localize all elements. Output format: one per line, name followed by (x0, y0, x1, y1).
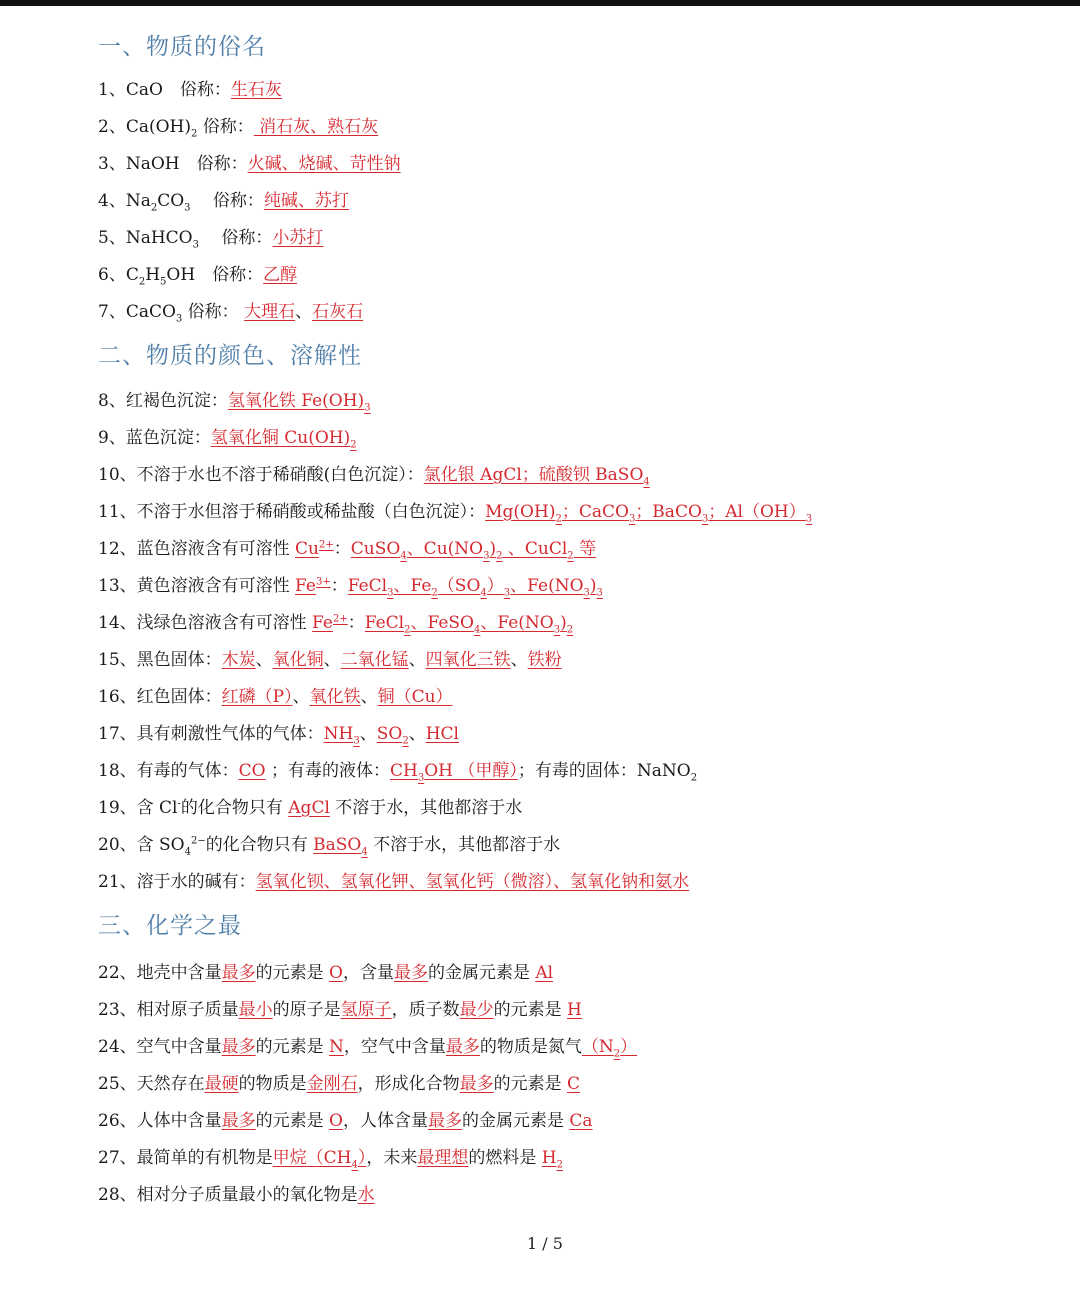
item-text: 20、含 SO (98, 835, 185, 855)
item-text: 的燃料是 (468, 1148, 542, 1168)
item-text: ，含量 (342, 963, 394, 983)
answer-text: 3 (417, 772, 425, 784)
answer-text: 3 (387, 587, 394, 599)
answer-text: 4 (361, 846, 368, 858)
item-text: 、 (323, 650, 341, 670)
list-item (98, 955, 1058, 992)
answer-text: 3 (596, 587, 603, 599)
item-text: 2 (138, 276, 146, 288)
item-text: 22、地壳中含量 (98, 963, 222, 983)
item-text: 13、黄色溶液含有可溶性 (98, 576, 296, 596)
answer-text: 生石灰 (230, 80, 282, 100)
answer-text: 等 (573, 539, 597, 559)
list-item (98, 1029, 1058, 1066)
list-item (98, 827, 1058, 864)
answer-text: CuSO (350, 539, 401, 559)
answer-text: 红磷（P） (221, 687, 293, 707)
answer-text: 3 (553, 624, 561, 636)
answer-text: N (329, 1037, 344, 1057)
answer-text: NH (323, 724, 354, 744)
answer-text: 4 (351, 1159, 358, 1171)
item-text: 17、具有刺激性气体的气体： (98, 724, 324, 744)
item-text: 2 (191, 128, 198, 140)
answer-text: 3 (503, 587, 511, 599)
item-text: 、 (295, 302, 313, 322)
list-item (98, 183, 1058, 220)
item-text: 11、不溶于水但溶于稀硝酸或稀盐酸（白色沉淀）： (98, 502, 486, 522)
answer-text: 2+ (332, 613, 348, 625)
document-page (98, 22, 1058, 1214)
list-item (98, 864, 1058, 901)
list-item (98, 790, 1058, 827)
answer-text: 最多 (221, 1111, 256, 1131)
item-text: 8、红褐色沉淀： (98, 391, 228, 411)
list-item (98, 531, 1058, 568)
list-item (98, 992, 1058, 1029)
item-text: 21、溶于水的碱有： (98, 872, 256, 892)
list-item (98, 1066, 1058, 1103)
section-heading-chemistry-superlatives: 三、化学之最 (98, 913, 242, 939)
page-number: 1 / 5 (527, 1234, 563, 1253)
item-text: 的化合物只有 (205, 835, 314, 855)
answer-text: 二氧化锰 (340, 650, 409, 670)
answer-text: FeCl (364, 613, 405, 633)
item-text: 的金属元素是 (427, 963, 536, 983)
item-text: 2、Ca(OH) (98, 117, 191, 137)
section-heading-common-names: 一、物质的俗名 (98, 34, 266, 60)
answer-text: ） (620, 1037, 638, 1057)
item-text: H (145, 265, 161, 285)
item-text: 1、CaO 俗称： (98, 80, 231, 100)
answer-text: Fe (312, 613, 333, 633)
top-border (0, 0, 1080, 6)
answer-text: Al (535, 963, 554, 983)
answer-text: ) (560, 613, 567, 633)
answer-text: AgCl (288, 798, 330, 818)
answer-text: 4 (400, 550, 407, 562)
answer-text: 2 (567, 550, 574, 562)
answer-text: 最多 (221, 963, 256, 983)
answer-text: ；BaCO (635, 502, 702, 522)
answer-text: 3 (701, 513, 709, 525)
answer-text: 3 (364, 402, 371, 414)
answer-text: 2 (566, 624, 574, 636)
list-item (98, 294, 1058, 331)
item-text: 、 (360, 687, 378, 707)
answer-text: 3 (353, 735, 360, 747)
answer-text: 、FeSO (410, 613, 474, 633)
answer-text: 铁粉 (527, 650, 562, 670)
item-text: 俗称： (198, 228, 273, 248)
item-text: 5 (160, 276, 167, 288)
item-text: 的化合物只有 (180, 798, 289, 818)
item-text: 12、蓝色溶液含有可溶性 (98, 539, 296, 559)
item-text: 的元素是 (255, 1111, 330, 1131)
answer-text: H (541, 1148, 557, 1168)
list-item (98, 642, 1058, 679)
item-text: ，人体含量 (342, 1111, 428, 1131)
item-text: ： (330, 576, 348, 596)
item-text: 28、相对分子质量最小的氧化物是 (98, 1185, 358, 1205)
answer-text: 氢氧化钡、氢氧化钾、氢氧化钙（微溶）、氢氧化钠和氨水 (255, 872, 690, 892)
list-item (98, 1103, 1058, 1140)
answer-text: ；Al（OH） (708, 502, 806, 522)
answer-text: 3 (628, 513, 636, 525)
answer-text: O (329, 963, 343, 983)
answer-text: 水 (357, 1185, 375, 1205)
list-item (98, 1140, 1058, 1177)
item-text: ，空气中含量 (343, 1037, 446, 1057)
list-item (98, 72, 1058, 109)
item-text: OH 俗称： (166, 265, 264, 285)
answer-text: 氧化铜 (272, 650, 324, 670)
item-text: 24、空气中含量 (98, 1037, 222, 1057)
answer-text: 氢氧化铜 Cu(OH) (210, 428, 351, 448)
item-text: 的元素是 (255, 1037, 330, 1057)
item-text: 3 (184, 202, 191, 214)
list-color-solubility (98, 383, 1058, 901)
answer-text: ；CaCO (561, 502, 629, 522)
answer-text: 纯碱、苏打 (263, 191, 349, 211)
item-text: 的元素是 (255, 963, 330, 983)
list-item (98, 679, 1058, 716)
answer-text: HCl (425, 724, 459, 744)
item-text: 9、蓝色沉淀： (98, 428, 211, 448)
answer-text: ） (486, 576, 504, 596)
answer-text: （N (581, 1037, 614, 1057)
answer-text: 2 (613, 1048, 621, 1060)
answer-text: 最硬 (204, 1074, 239, 1094)
item-text: 的物质是氮气 (479, 1037, 582, 1057)
answer-text: 2 (555, 513, 562, 525)
answer-text: 3 (583, 587, 590, 599)
item-text: ；有毒的液体： (265, 761, 390, 781)
list-item (98, 109, 1058, 146)
answer-text: 、Cu(NO (406, 539, 484, 559)
answer-text: Cu (295, 539, 320, 559)
item-text: 4、Na (98, 191, 151, 211)
answer-text: BaSO (313, 835, 362, 855)
answer-text: 4 (643, 476, 650, 488)
answer-text: 消石灰、熟石灰 (253, 117, 379, 137)
answer-text: 、Fe (393, 576, 432, 596)
list-item (98, 383, 1058, 420)
item-text: 俗称： (197, 117, 254, 137)
item-text: 、 (359, 724, 377, 744)
item-text: 不溶于水，其他都溶于水 (367, 835, 561, 855)
answer-text: 最多 (221, 1037, 256, 1057)
answer-text: 、Fe(NO (480, 613, 554, 633)
item-text: 4 (184, 846, 191, 858)
answer-text: 最多 (445, 1037, 480, 1057)
answer-text: 最多 (393, 963, 428, 983)
list-chemistry-superlatives (98, 955, 1058, 1214)
item-text: 的金属元素是 (461, 1111, 570, 1131)
answer-text: 2 (402, 735, 409, 747)
item-text: 俗称： (190, 191, 264, 211)
item-text: 、 (255, 650, 273, 670)
list-item (98, 605, 1058, 642)
answer-text: 大理石 (244, 302, 296, 322)
item-text: 15、黑色固体： (98, 650, 222, 670)
answer-text: 最理想 (417, 1148, 469, 1168)
list-item (98, 457, 1058, 494)
list-item (98, 1177, 1058, 1214)
answer-text: ） (357, 1148, 367, 1168)
answer-text: 、Fe(NO (510, 576, 584, 596)
item-text: 6、C (98, 265, 139, 285)
section-heading-color-solubility: 二、物质的颜色、溶解性 (98, 343, 362, 369)
list-item (98, 716, 1058, 753)
answer-text: 石灰石 (312, 302, 364, 322)
list-item (98, 420, 1058, 457)
answer-text: 氧化铁 (309, 687, 361, 707)
answer-text: （SO (437, 576, 481, 596)
item-text: 14、浅绿色溶液含有可溶性 (98, 613, 313, 633)
item-text: 18、有毒的气体： (98, 761, 239, 781)
answer-text: 氢原子 (340, 1000, 392, 1020)
item-text: 2 (150, 202, 158, 214)
answer-text: 四氧化三铁 (425, 650, 511, 670)
answer-text: 小苏打 (272, 228, 324, 248)
item-text: 2− (191, 835, 206, 847)
answer-text: 最少 (459, 1000, 494, 1020)
item-text: ，质子数 (391, 1000, 460, 1020)
list-item (98, 494, 1058, 531)
answer-text: 最小 (238, 1000, 273, 1020)
item-text: 5、NaHCO (98, 228, 193, 248)
item-text: 的原子是 (272, 1000, 341, 1020)
item-text: 2 (690, 772, 698, 784)
answer-text: Ca (569, 1111, 593, 1131)
answer-text: 2 (350, 439, 357, 451)
answer-text: 2 (496, 550, 503, 562)
item-text: 16、红色固体： (98, 687, 222, 707)
answer-text: SO (376, 724, 403, 744)
item-text: 23、相对原子质量 (98, 1000, 239, 1020)
item-text: 3 (175, 313, 183, 325)
item-text: 19、含 Cl (98, 798, 178, 818)
item-text: 俗称： (182, 302, 245, 322)
answer-text: ) (589, 576, 597, 596)
answer-text: 2 (431, 587, 438, 599)
answer-text: 2+ (319, 539, 334, 551)
answer-text: 、CuCl (502, 539, 568, 559)
item-text: 、 (408, 724, 426, 744)
item-text: 27、最简单的有机物是 (98, 1148, 273, 1168)
answer-text: 甲烷（CH (272, 1148, 352, 1168)
answer-text: Fe (295, 576, 316, 596)
answer-text: OH （甲醇） (424, 761, 518, 781)
answer-text: CO (238, 761, 266, 781)
item-text: ： (347, 613, 365, 633)
item-text: 的物质是 (238, 1074, 307, 1094)
answer-text: H (567, 1000, 582, 1020)
answer-text: 4 (474, 624, 481, 636)
answer-text: 2 (556, 1159, 563, 1171)
item-text: - (177, 798, 181, 810)
answer-text: 最多 (459, 1074, 494, 1094)
answer-text: 乙醇 (263, 265, 298, 285)
list-item (98, 220, 1058, 257)
answer-text: 铜（Cu） (377, 687, 453, 707)
answer-text: ) (489, 539, 497, 559)
answer-text: C (567, 1074, 581, 1094)
answer-text: 金刚石 (306, 1074, 358, 1094)
item-text: 不溶于水，其他都溶于水 (329, 798, 523, 818)
answer-text: 氢氧化铁 Fe(OH) (227, 391, 365, 411)
item-text: ；有毒的固体：NaNO (517, 761, 691, 781)
item-text: 、 (408, 650, 426, 670)
item-text: 3、NaOH 俗称： (98, 154, 248, 174)
list-common-names (98, 72, 1058, 331)
item-text: ，未来 (366, 1148, 418, 1168)
item-text: CO (157, 191, 185, 211)
item-text: 、 (292, 687, 310, 707)
item-text: 、 (510, 650, 528, 670)
answer-text: 火碱、烧碱、苛性钠 (247, 154, 401, 174)
item-text: 3 (192, 239, 199, 251)
answer-text: CH (390, 761, 418, 781)
answer-text: Mg(OH) (485, 502, 556, 522)
answer-text: 3 (805, 513, 813, 525)
answer-text: 氯化银 AgCl；硫酸钡 BaSO (423, 465, 644, 485)
answer-text: 木炭 (221, 650, 256, 670)
item-text: ： (333, 539, 351, 559)
item-text: 25、天然存在 (98, 1074, 205, 1094)
answer-text: 2 (404, 624, 411, 636)
item-text: 的元素是 (493, 1074, 568, 1094)
list-item (98, 568, 1058, 605)
answer-text: 3 (483, 550, 490, 562)
item-text: ，形成化合物 (357, 1074, 460, 1094)
item-text: 26、人体中含量 (98, 1111, 222, 1131)
list-item (98, 753, 1058, 790)
item-text: 的元素是 (493, 1000, 568, 1020)
list-item (98, 146, 1058, 183)
answer-text: 3+ (315, 576, 331, 588)
item-text: 10、不溶于水也不溶于稀硝酸(白色沉淀）： (98, 465, 424, 485)
item-text: 7、CaCO (98, 302, 176, 322)
list-item (98, 257, 1058, 294)
answer-text: 最多 (427, 1111, 462, 1131)
answer-text: O (329, 1111, 343, 1131)
answer-text: 4 (480, 587, 487, 599)
answer-text: FeCl (347, 576, 388, 596)
